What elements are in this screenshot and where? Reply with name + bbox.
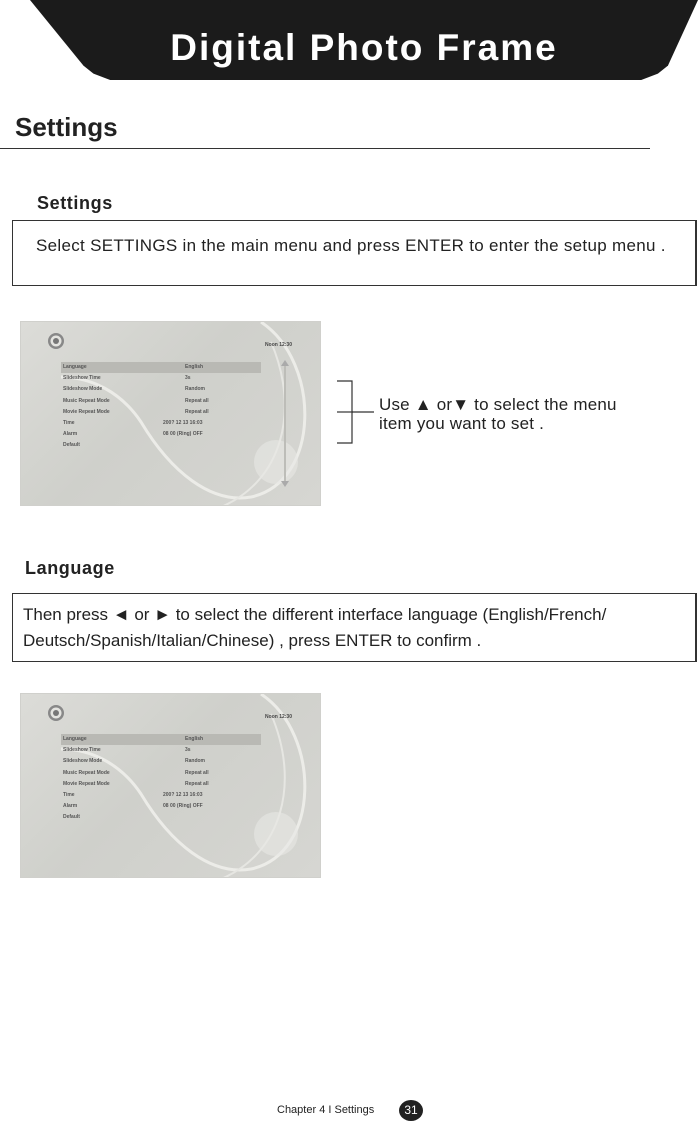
language-instruction-line: Then press ◄ or ► to select the different interface language (English/French/ xyxy=(23,605,607,624)
language-screen-photo xyxy=(20,693,321,878)
menu-row: Music Repeat Mode Repeat all xyxy=(63,397,209,404)
menu-row: Slideshow Time 3s xyxy=(63,747,191,754)
screen-datetime: Noon 12:30 xyxy=(265,342,292,348)
screen-settings-menu xyxy=(61,734,261,824)
menu-row: Slideshow Mode Random xyxy=(63,758,205,765)
page-footer xyxy=(0,1100,698,1121)
screen-scrollbar xyxy=(284,366,286,481)
menu-row: Default xyxy=(63,442,80,449)
settings-subheading: Settings xyxy=(37,193,113,213)
screen-settings-menu xyxy=(61,362,261,452)
callout-line: item you want to set . xyxy=(379,414,545,433)
footer-chapter: Chapter 4 I Settings xyxy=(277,1104,375,1116)
settings-screen-photo xyxy=(20,321,321,506)
menu-row: Time 200? 12 13 16:03 xyxy=(63,791,203,798)
settings-gear-icon xyxy=(46,331,66,351)
document-title: Digital Photo Frame xyxy=(170,27,558,68)
callout-bracket xyxy=(337,380,353,444)
callout-line: Use ▲ or▼ to select the menu xyxy=(379,395,617,414)
menu-row: Movie Repeat Mode Repeat all xyxy=(63,408,209,415)
menu-row: Time 200? 12 13 16:03 xyxy=(63,419,203,426)
settings-gear-icon xyxy=(46,703,66,723)
menu-row: Language English xyxy=(61,362,261,373)
settings-instruction-box xyxy=(12,220,697,286)
callout-leader-line xyxy=(352,411,374,413)
language-subheading: Language xyxy=(25,558,115,578)
menu-row: Alarm 08 00 (Ring) OFF xyxy=(63,431,203,438)
page-number-badge: 31 xyxy=(399,1100,423,1121)
language-instruction-box xyxy=(12,593,697,662)
menu-row: Music Repeat Mode Repeat all xyxy=(63,769,209,776)
page-heading: Settings xyxy=(15,112,118,142)
menu-row: Default xyxy=(63,814,80,821)
menu-row: Slideshow Time 3s xyxy=(63,375,191,382)
menu-row: Language English xyxy=(61,734,261,745)
heading-divider xyxy=(0,148,650,149)
settings-callout xyxy=(379,395,617,433)
scroll-down-arrow-icon xyxy=(281,481,289,487)
menu-row: Alarm 08 00 (Ring) OFF xyxy=(63,803,203,810)
screen-datetime: Noon 12:30 xyxy=(265,714,292,720)
menu-row: Movie Repeat Mode Repeat all xyxy=(63,780,209,787)
menu-row: Slideshow Mode Random xyxy=(63,386,205,393)
settings-instruction-text: Select SETTINGS in the main menu and press ENTER to enter the setup menu . xyxy=(36,236,666,255)
language-instruction-line: Deutsch/Spanish/Italian/Chinese) , press ENTER to confirm . xyxy=(23,631,482,650)
